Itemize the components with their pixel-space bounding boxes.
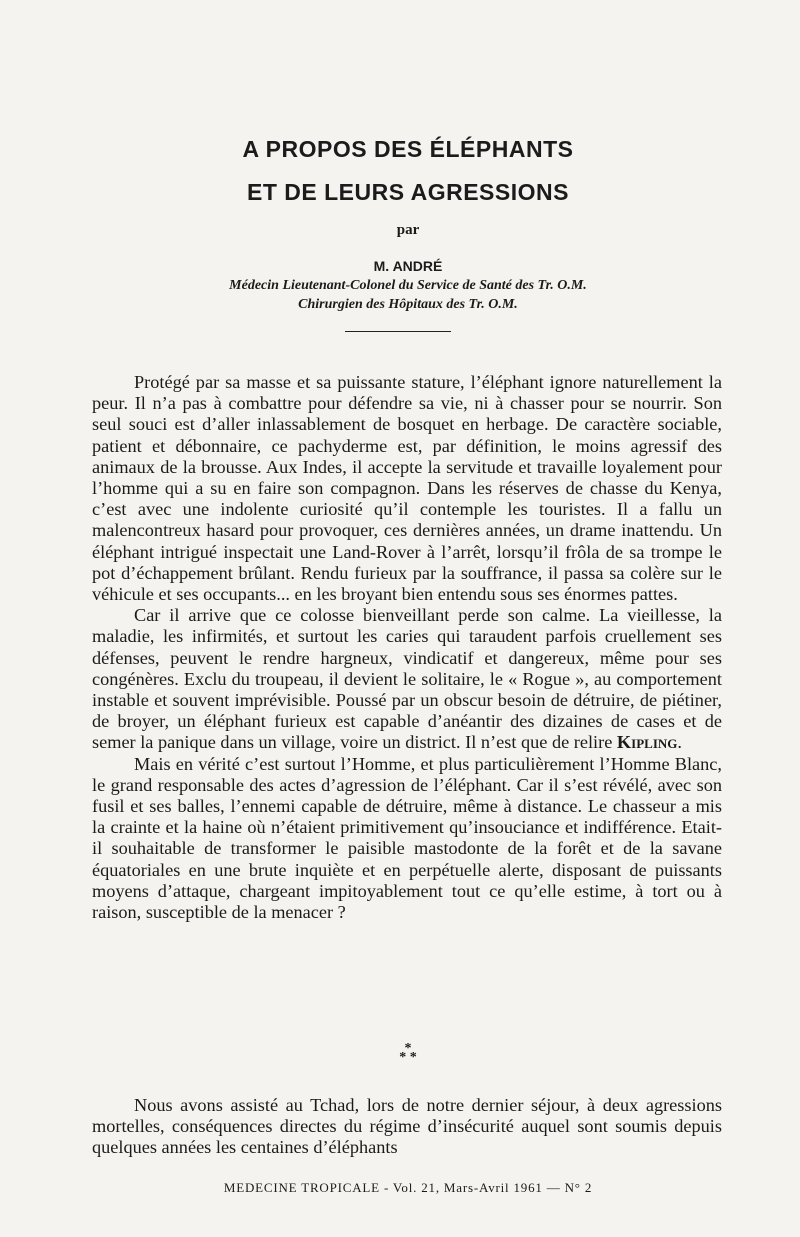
paragraph-2-end: . — [677, 732, 682, 753]
paragraph-3: Mais en vérité c’est surtout l’Homme, et plus particulièrement l’Homme Blanc, le grand responsable des actes d’agression de l’éléphant. Car il s’est révélé, avec son fusil et ses balles, l’ennemi capable de détruire, même à distance. Le chasseur a mis la crainte et la haine où n’étaient primitivement qu’insouciance et indifférence. Etait-il souhaitable de transformer le paisible mastodonte de la forêt et de la savane équatoriales en une brute inquiète et en perpétuelle alerte, disposant de puissants moyens d’attaque, chargeant impitoyablement tout ce qu’elle estime, à tort ou à raison, susceptible de la menacer ? — [92, 753, 722, 923]
kipling-reference: Kipling — [616, 732, 678, 753]
article-body-continued — [92, 1095, 722, 1159]
paragraph-2-text: Car il arrive que ce colosse bienveillant perde son calme. La vieillesse, la maladie, les infirmités, et surtout les caries qui taraudent parfois cruellement ses défenses, peuvent le rendre hargneux, vindicatif et dangereux, même pour ses congénères. Exclu du troupeau, il devient le solitaire, le « Rogue », au comportement instable et souvent imprévisible. Poussé par un obscur besoin de détruire, de piétiner, de broyer, un éléphant furieux est capable d’anéantir des dizaines de cases et de semer la panique dans un village, voire un district. Il n’est que de relire — [92, 605, 722, 753]
paragraph-1: Protégé par sa masse et sa puissante stature, l’éléphant ignore naturellement la peur. Il n’a pas à combattre pour défendre sa vie, ni à chasser pour se nourrir. Son seul souci est d’aller inlassablement de bosquet en herbage. De caractère sociable, patient et débonnaire, ce pachyderme est, par définition, le moins agressif des animaux de la brousse. Aux Indes, il accepte la servitude et travaille loyalement pour l’homme qui a su en faire son compagnon. Dans les réserves de chasse du Kenya, c’est avec une indolente curiosité qu’il contemple les touristes. Il a fallu un malencontreux hasard pour provoquer, ces dernières années, un drame inattendu. Un éléphant intrigué inspectait une Land-Rover à l’arrêt, lorsqu’il frôla de sa trompe le pot d’échappement brûlant. Rendu furieux par la souffrance, il passa sa colère sur le véhicule et ses occupants... en les broyant bien entendu sous ses énormes pattes. — [92, 372, 722, 605]
article-title-line-1: A PROPOS DES ÉLÉPHANTS — [242, 136, 574, 162]
author-affiliation-2: Chirurgien des Hôpitaux des Tr. O.M. — [298, 297, 518, 312]
author-affiliation-1: Médecin Lieutenant-Colonel du Service de Santé des Tr. O.M. — [229, 278, 587, 293]
section-separator-asterism — [395, 1041, 421, 1065]
article-body — [92, 372, 722, 923]
article-title-line-2: ET DE LEURS AGRESSIONS — [247, 179, 569, 205]
paragraph-4: Nous avons assisté au Tchad, lors de notre dernier séjour, à deux agressions mortelles, conséquences directes du régime d’insécurité auquel sont soumis depuis quelques années les centaines d’éléphants — [92, 1095, 722, 1158]
journal-footer: MEDECINE TROPICALE - Vol. 21, Mars-Avril 1961 — N° 2 — [223, 1180, 593, 1195]
title-divider — [345, 331, 451, 332]
paragraph-2 — [92, 605, 722, 753]
byline: par — [396, 222, 420, 238]
author-name: M. ANDRÉ — [373, 258, 443, 274]
asterism-text: * * * — [399, 1041, 417, 1065]
